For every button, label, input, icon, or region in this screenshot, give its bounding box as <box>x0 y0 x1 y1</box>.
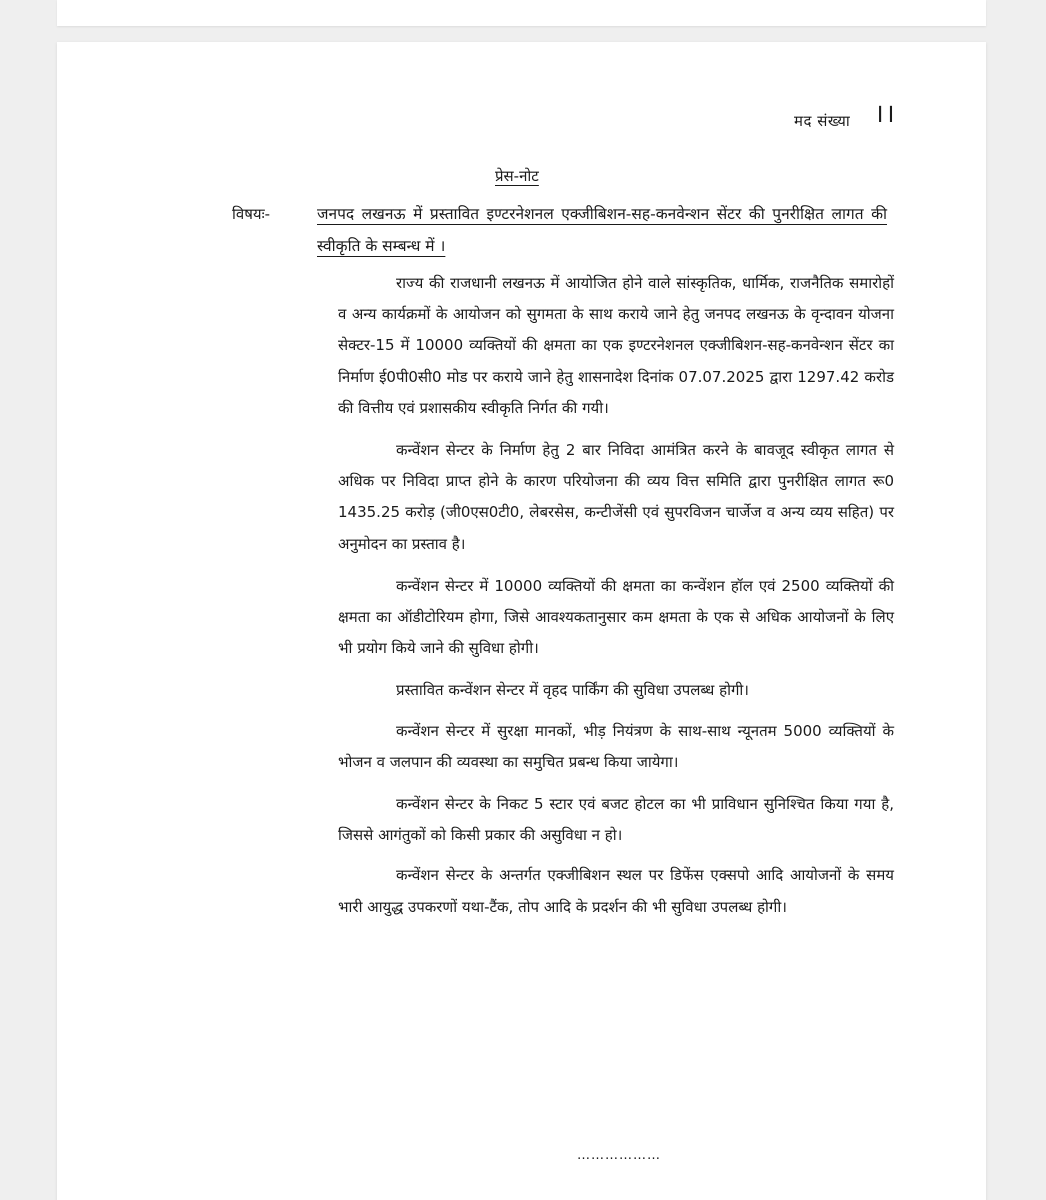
end-of-document-mark: ……………… <box>577 1148 661 1163</box>
paragraph-7: कन्वेंशन सेन्टर के अन्तर्गत एक्जीबिशन स्थल पर डिफेंस एक्सपो आदि आयोजनों के समय भारी आयुद्ध उपकरणों यथा-टैंक, तोप आदि के प्रदर्शन की भी सुविधा उपलब्ध होगी। <box>338 866 894 916</box>
document-page <box>57 42 986 1200</box>
paragraph-5: कन्वेंशन सेन्टर में सुरक्षा मानकों, भीड़ नियंत्रण के साथ-साथ न्यूनतम 5000 व्यक्तियों के भोजन व जलपान की व्यवस्था का समुचित प्रबन्ध किया जायेगा। <box>338 721 894 771</box>
paragraph-1: राज्य की राजधानी लखनऊ में आयोजित होने वाले सांस्कृतिक, धार्मिक, राजनैतिक समारोहों व अन्य कार्यक्रमों के आयोजन को सुगमता के साथ कराये जाने हेतु जनपद लखनऊ के वृन्दावन योजना सेक्टर-15 में 10000 व्यक्तियों की क्षमता का एक इण्टरनेशनल एक्जीबिशन-सह-कनवेन्शन सेंटर का निर्माण ई0पी0सी0 मोड पर कराये जाने हेतु शासनादेश दिनांक 07.07.2025 द्वारा 1297.42 करोड की वित्तीय एवं प्रशासकीय स्वीकृति निर्गत की गयी। <box>338 274 894 417</box>
page-title: प्रेस-नोट <box>495 167 539 185</box>
previous-page-edge <box>57 0 986 26</box>
paragraph-4: प्रस्तावित कन्वेंशन सेन्टर में वृहद पार्किंग की सुविधा उपलब्ध होगी। <box>396 681 749 700</box>
subject-label: विषयः- <box>232 205 271 223</box>
reference-label: मद संख्या <box>794 112 851 130</box>
paragraph-6: कन्वेंशन सेन्टर के निकट 5 स्टार एवं बजट होटल का भी प्राविधान सुनिश्चित किया गया है, जिससे आगंतुकों को किसी प्रकार की असुविधा न हो। <box>338 795 894 845</box>
document-body <box>338 268 894 934</box>
subject-text: जनपद लखनऊ में प्रस्तावित इण्टरनेशनल एक्जीबिशन-सह-कनवेन्शन सेंटर की पुनरीक्षित लागत की स्वीकृति के सम्बन्ध में । <box>317 205 887 255</box>
paragraph-3: कन्वेंशन सेन्टर में 10000 व्यक्तियों की क्षमता का कन्वेंशन हॉल एवं 2500 व्यक्तियों की क्षमता का ऑडीटोरियम होगा, जिसे आवश्यकतानुसार कम क्षमता के एक से अधिक आयोजनों के लिए भी प्रयोग किये जाने की सुविधा होगी। <box>338 576 894 658</box>
paragraph-2: कन्वेंशन सेन्टर के निर्माण हेतु 2 बार निविदा आमंत्रित करने के बावजूद स्वीकृत लागत से अधिक पर निविदा प्राप्त होने के कारण परियोजना की व्यय वित्त समिति द्वारा पुनरीक्षित लागत रू0 1435.25 करोड़ (जी0एस0टी0, लेबरसेस, कन्टीजेंसी एवं सुपरविजन चार्जेज व अन्य व्यय सहित) पर अनुमोदन का प्रस्ताव है। <box>338 441 894 553</box>
reference-number: ।। <box>874 99 896 129</box>
